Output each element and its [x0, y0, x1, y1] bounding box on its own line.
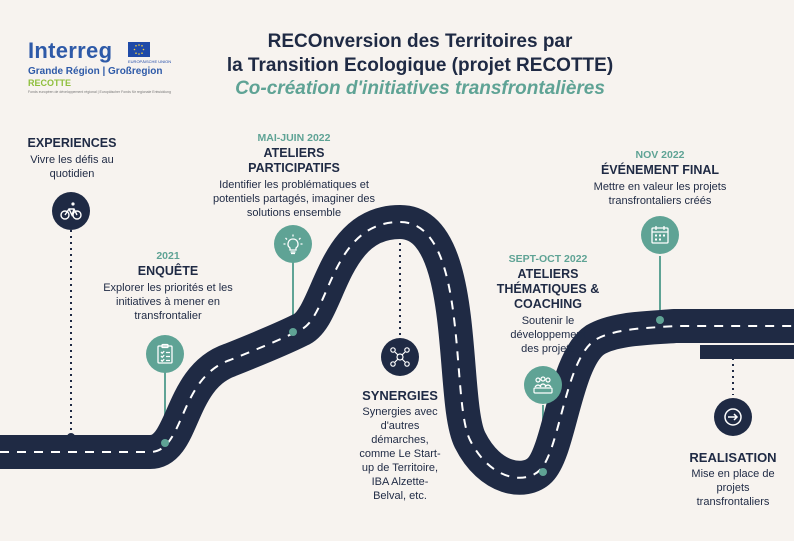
group-meeting-icon	[524, 366, 562, 404]
step-enquete	[88, 249, 248, 323]
enter-arrow-icon	[714, 398, 752, 436]
step-realisation	[674, 450, 792, 509]
synergies-desc-5: up de Territoire,	[361, 462, 439, 474]
synergies-desc-3: démarches,	[371, 434, 429, 446]
evenement-heading: ÉVÉNEMENT FINAL	[600, 163, 720, 177]
step-coaching	[486, 252, 610, 356]
coaching-desc-2: développement	[510, 329, 586, 341]
enquete-date: 2021	[156, 250, 180, 262]
step-ateliers-participatifs	[196, 131, 392, 220]
coaching-heading-3: COACHING	[513, 297, 583, 311]
enquete-desc-2: initiatives à mener en	[116, 296, 220, 308]
logo-fineprint: Fonds européen de développement régional | Europäischer Fonds für regionale Entwicklung	[28, 90, 171, 94]
realisation-heading: REALISATION	[689, 450, 777, 465]
coaching-desc-1: Soutenir le	[521, 315, 575, 327]
eu-caption: EUROPÄISCHE UNION	[128, 59, 172, 64]
experiences-heading: EXPERIENCES	[27, 136, 117, 150]
evenement-desc-1: Mettre en valeur les projets	[593, 181, 727, 193]
enquete-heading: ENQUÊTE	[137, 264, 199, 278]
title-line-1: RECOnversion des Territoires par	[267, 31, 573, 52]
logo-project: RECOTTE	[28, 78, 72, 88]
synergies-desc-1: Synergies avec	[362, 406, 438, 418]
synergies-desc-4: comme Le Start-	[359, 448, 441, 460]
coaching-date: SEPT-OCT 2022	[508, 253, 588, 265]
logo-wordmark: Interreg	[28, 38, 113, 63]
dot-coaching	[539, 468, 547, 476]
synergies-heading: SYNERGIES	[362, 388, 438, 403]
experiences-desc-1: Vivre les défis au	[30, 154, 114, 166]
logo-region: Grande Région | Großregion	[28, 66, 163, 77]
synergies-desc-6: IBA Alzette-	[371, 476, 429, 488]
title-line-2: la Transition Ecologique (projet RECOTTE)	[226, 55, 614, 76]
evenement-desc-2: transfrontaliers créés	[608, 195, 712, 207]
page-subtitle: Co-création d'initiatives transfrontalières	[235, 78, 605, 99]
realisation-desc-2: projets	[716, 482, 750, 494]
coaching-heading-2: THÉMATIQUES &	[496, 282, 600, 296]
step-evenement-final	[570, 148, 750, 208]
dot-ateliers	[289, 328, 297, 336]
eu-flag-icon	[128, 42, 150, 57]
dot-evenement	[656, 316, 664, 324]
ateliers-desc-1: Identifier les problématiques et	[219, 179, 369, 191]
ateliers-desc-2: potentiels partagés, imaginer des	[212, 193, 376, 205]
interreg-logo	[28, 38, 178, 94]
coaching-heading-1: ATELIERS	[517, 267, 579, 281]
evenement-date: NOV 2022	[635, 149, 685, 161]
synergies-desc-2: d'autres	[380, 420, 420, 432]
network-icon	[381, 338, 419, 376]
ateliers-date: MAI-JUIN 2022	[257, 132, 331, 144]
dot-experiences	[67, 433, 75, 441]
page-title	[160, 30, 680, 78]
dot-enquete	[161, 439, 169, 447]
enquete-desc-1: Explorer les priorités et les	[103, 282, 233, 294]
experiences-desc-2: quotidien	[49, 168, 95, 180]
calendar-icon	[641, 216, 679, 254]
enquete-desc-3: transfrontalier	[134, 310, 202, 322]
lightbulb-icon	[274, 225, 312, 263]
ateliers-desc-3: solutions ensemble	[246, 207, 342, 219]
step-experiences	[8, 136, 136, 181]
checklist-icon	[146, 335, 184, 373]
synergies-desc-7: Belval, etc.	[373, 490, 427, 502]
realisation-desc-3: transfrontaliers	[696, 496, 770, 508]
realisation-desc-1: Mise en place de	[691, 468, 775, 480]
ateliers-heading-1: ATELIERS	[263, 146, 325, 160]
coaching-desc-3: des projets	[521, 343, 575, 355]
step-synergies	[340, 388, 460, 503]
cyclist-icon	[52, 192, 90, 230]
ateliers-heading-2: PARTICIPATIFS	[248, 161, 340, 175]
